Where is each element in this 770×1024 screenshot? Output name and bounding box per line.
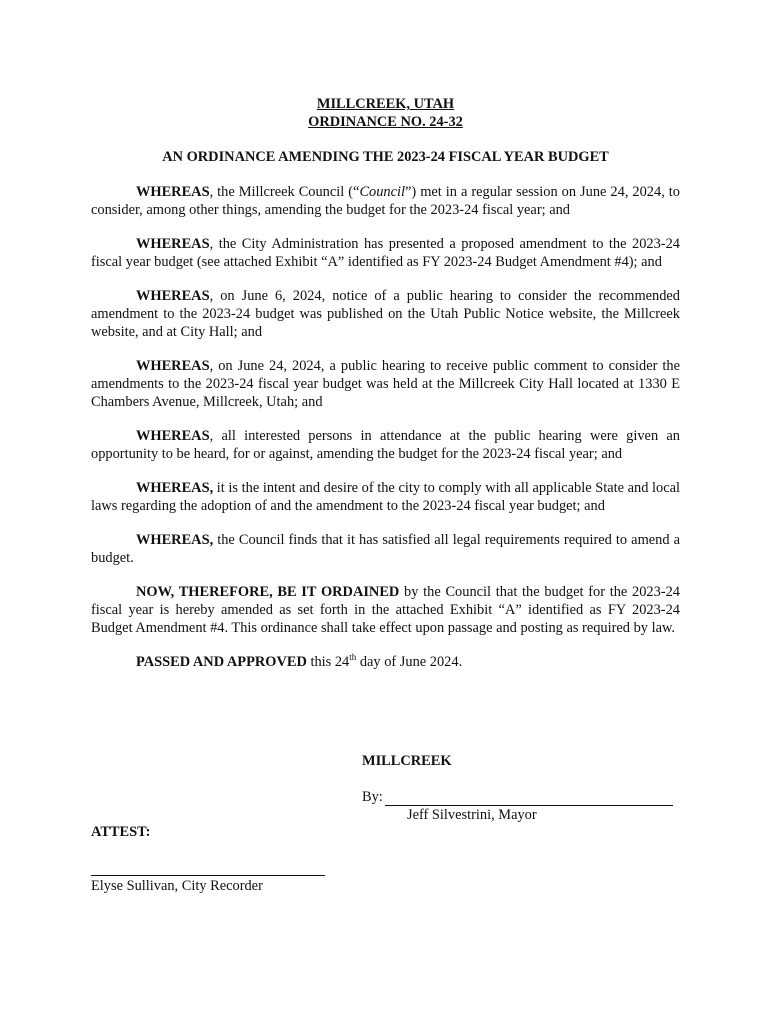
attest-label: ATTEST: — [91, 824, 151, 840]
paragraph-text: , the Millcreek Council (“ — [209, 184, 360, 200]
passed-superscript: th — [349, 652, 357, 663]
ordinance-title: AN ORDINANCE AMENDING THE 2023-24 FISCAL YEAR BUDGET — [162, 149, 609, 165]
whereas-paragraph-7 — [91, 531, 680, 567]
paragraph-text: , the City Administration has presented a proposed amendment to the 2023-24 fiscal year budget (see attached Exhibit “A” identified as FY 2023-24 Budget Amendment #4); and — [91, 236, 680, 270]
paragraph-lead: WHEREAS, — [136, 480, 214, 496]
passed-text: this 24 — [306, 654, 350, 670]
paragraph-text: , all interested persons in attendance at the public hearing were given an opportunity to be heard, for or against, amending the budget for the 2023-24 fiscal year; and — [91, 428, 680, 462]
whereas-paragraph-5 — [91, 427, 680, 463]
ordained-paragraph — [91, 583, 680, 637]
paragraph-text: , on June 24, 2024, a public hearing to receive public comment to consider the amendments to the 2023-24 fiscal year budget was held at the Millcreek City Hall located at 1330 E Chambers Avenue, Millcreek, Utah; and — [91, 358, 680, 410]
paragraph-lead: WHEREAS — [136, 184, 210, 200]
paragraph-text: the Council finds that it has satisfied all legal requirements required to amend a budget. — [91, 532, 680, 566]
whereas-paragraph-1 — [91, 183, 680, 219]
mayor-signature-block — [362, 752, 682, 824]
paragraph-text: by the Council that the budget for the 2023-24 fiscal year is hereby amended as set forth in the attached Exhibit “A” identified as FY 2023-24 Budget Amendment #4. This ordinance shall take effect upon passage and posting as required by law. — [91, 584, 681, 636]
ordinance-number: ORDINANCE NO. 24-32 — [308, 114, 463, 130]
paragraph-lead: WHEREAS — [136, 236, 210, 252]
whereas-paragraph-3 — [91, 287, 680, 341]
whereas-paragraph-2 — [91, 235, 680, 271]
recorder-signature-rule — [91, 875, 325, 876]
paragraph-lead: WHEREAS — [136, 288, 210, 304]
recorder-name: Elyse Sullivan, City Recorder — [91, 878, 263, 894]
city-heading: MILLCREEK, UTAH — [316, 96, 455, 112]
paragraph-text: ”) met in a regular session on June 24, 2024, to consider, among other things, amending the budget for the 2023-24 fiscal year; and — [91, 184, 680, 218]
paragraph-text: it is the intent and desire of the city to comply with all applicable State and local laws regarding the adoption of and the amendment to the 2023-24 fiscal year budget; and — [91, 480, 680, 514]
council-term: Council — [359, 184, 406, 200]
paragraph-lead: NOW, THEREFORE, BE IT ORDAINED — [136, 584, 400, 600]
passed-lead: PASSED AND APPROVED — [136, 654, 307, 670]
whereas-paragraph-4 — [91, 357, 680, 411]
passed-text-after: day of June 2024. — [356, 654, 463, 670]
passed-approved-line — [91, 653, 680, 671]
by-label: By: — [362, 789, 383, 805]
signature-by-line — [362, 788, 682, 806]
mayor-name: Jeff Silvestrini, Mayor — [407, 807, 537, 823]
paragraph-text: , on June 6, 2024, notice of a public hearing to consider the recommended amendment to the 2023-24 budget was published on the Utah Public Notice website, the Millcreek website, and at City Hall; and — [91, 288, 680, 340]
mayor-signature-rule — [385, 791, 673, 806]
paragraph-lead: WHEREAS — [136, 358, 210, 374]
signature-org: MILLCREEK — [362, 753, 452, 769]
whereas-paragraph-6 — [91, 479, 680, 515]
paragraph-lead: WHEREAS — [136, 428, 210, 444]
paragraph-lead: WHEREAS, — [136, 532, 214, 548]
document-page — [91, 95, 680, 671]
